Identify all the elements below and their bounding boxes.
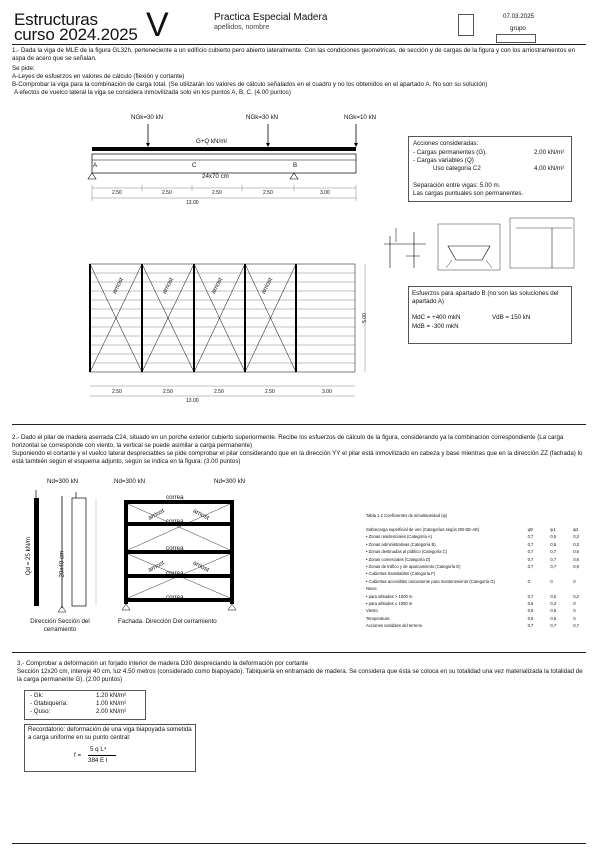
table-cell-value bbox=[550, 570, 573, 577]
table-row bbox=[366, 533, 596, 540]
wind-load-label: Qd = 25 kN/m bbox=[25, 536, 33, 576]
q1-intro: 1.- Dada la viga de MLE de la figura GL32h, perteneciente a un edificio cubierto pero abierto lateralmente. Con las condiciones geométricas, de sección y de cargas de la figura y con los arriostramientos en aspa de acero que se señalan. bbox=[12, 47, 576, 63]
group-label: grupo bbox=[510, 25, 526, 32]
table-cell-value: 0,7 bbox=[550, 549, 557, 555]
table-cell-label: Viento bbox=[366, 608, 378, 614]
table-cell-value bbox=[528, 570, 551, 577]
table-row bbox=[366, 607, 596, 614]
table-cell-value: 0,5 bbox=[550, 615, 557, 621]
q1-lateral: A efectos de vuelco lateral la viga se considera inmovilizada solo en los puntos A, B, C. (4.00 puntos) bbox=[14, 89, 291, 96]
load-use-label: - Quso: bbox=[30, 708, 51, 715]
table-cell-value: 0,7 bbox=[550, 564, 557, 570]
table-cell-value: 0,7 bbox=[550, 556, 557, 562]
actions-title: Acciones consideradas: bbox=[413, 140, 479, 147]
table-cell-value: ψ0 bbox=[527, 527, 533, 532]
table-row bbox=[366, 600, 596, 607]
table-cell-label: • Zonas residenciales (Categoría A) bbox=[366, 534, 432, 540]
q1-part-b: B-Comprobar la viga para la combinación de carga total. (Se utilizarán los valores de cálculo señalados en el cuadro y no los obtenidos en el apartado A. No son su solución) bbox=[12, 81, 488, 88]
table-cell-value: 0,7 bbox=[527, 564, 534, 570]
table-row bbox=[366, 615, 596, 622]
q2-intro: 2.- Dado el pilar de madera aserrada C24, situado en un porche exterior cubierto superiormente. Recibe los esfuerzos de cálculo de la figura, considerando ya la combinación correspondiente (La carga horizontal se corresponde con viento, la vertical se puede asimilar a carga permanente) bbox=[12, 434, 564, 450]
table-row bbox=[366, 585, 596, 592]
distributed-load-bar bbox=[92, 147, 356, 151]
table-cell-value: 0,7 bbox=[527, 623, 534, 629]
table-cell-label: Nieve bbox=[366, 586, 377, 592]
column-brace-2: arriost bbox=[191, 507, 211, 522]
table-cell-value: 0,7 bbox=[527, 534, 534, 540]
q1-se-pide: Se pide: bbox=[12, 65, 35, 72]
table-cell-value bbox=[550, 585, 573, 592]
table-cell-value: 0,2 bbox=[550, 601, 557, 607]
shear-b-value: VdB = 150 kN bbox=[492, 314, 531, 321]
table-cell-value: 0,5 bbox=[550, 593, 557, 599]
load-label-1: NGk=30 kN bbox=[131, 114, 164, 121]
plan-dim-2: 2.50 bbox=[163, 389, 173, 395]
table-cell-value: 0 bbox=[573, 608, 576, 614]
group-field[interactable] bbox=[496, 34, 536, 43]
column-load-2: Nd=300 kN bbox=[114, 478, 146, 485]
q3-details: Sección 12x20 cm, intereje 40 cm, luz 4.50 metros (considerado como biapoyado). Tabiquería en entramado de madera. Se considera que ésta se coloca en su totalidad una vez materializada la totalidad de la carga permanente G). (2.00 puntos) bbox=[17, 668, 583, 684]
dim-span-4: 2.50 bbox=[263, 190, 273, 196]
course-title: Estructuras bbox=[14, 10, 98, 29]
dist-load-label: G+Q kN/ml bbox=[196, 138, 227, 145]
formula-fraction-bar bbox=[88, 755, 116, 756]
column-diagram bbox=[20, 486, 260, 618]
moment-c-value: MdC = +400 mkN bbox=[412, 314, 461, 321]
dim-span-3: 2.50 bbox=[212, 190, 222, 196]
table-cell-value: 0,6 bbox=[527, 608, 534, 614]
q1-part-a: A-Leyes de esfuerzos en valores de cálculo (flexión y cortante) bbox=[12, 73, 185, 80]
column-brace-3: arriost bbox=[147, 559, 166, 574]
table-cell-value: 0 bbox=[573, 601, 576, 607]
table-cell-value: ψ1 bbox=[550, 527, 556, 532]
plan-dim-4: 2.50 bbox=[265, 389, 275, 395]
table-cell-value: 0,7 bbox=[527, 593, 534, 599]
load-partition-value: 1.00 kN/m² bbox=[96, 700, 127, 707]
table-row bbox=[366, 548, 596, 555]
purlin-label-2: correa bbox=[166, 518, 184, 525]
grade-box bbox=[458, 14, 474, 36]
exam-title: Practica Especial Madera bbox=[214, 12, 328, 23]
table-row bbox=[366, 541, 596, 548]
table-row bbox=[366, 593, 596, 600]
use-category-label: Uso categoria C2 bbox=[433, 165, 481, 172]
brace-label-3: arriost bbox=[209, 276, 225, 296]
purlin-label-1: correa bbox=[166, 494, 184, 501]
q2-divider bbox=[12, 652, 586, 653]
table-cell-label: • Zonas administrativas (Categoría B) bbox=[366, 541, 436, 547]
formula-denominator: 384 E I bbox=[88, 757, 108, 764]
brace-label-2: arriost bbox=[160, 276, 176, 296]
load-gk-label: - Gk: bbox=[30, 692, 44, 699]
var-load-label: - Cargas variables (Q) bbox=[413, 157, 474, 164]
column-brace-4: arriost bbox=[191, 559, 211, 574]
table-cell-label: • Zonas comerciales (Categoría D) bbox=[366, 556, 431, 562]
plan-dim-3: 2.50 bbox=[214, 389, 224, 395]
point-c-label: C bbox=[192, 162, 197, 169]
table-row bbox=[366, 622, 596, 629]
plan-dim-height: 5.00 bbox=[361, 313, 368, 323]
table-cell-label: Acciones variables del terreno bbox=[366, 623, 423, 629]
support-b-icon bbox=[290, 173, 298, 179]
footer-divider bbox=[12, 843, 586, 844]
brace-label-1: arriost bbox=[110, 276, 126, 296]
load-partition-label: - Gtabiquería: bbox=[30, 700, 68, 707]
column-section-label: 20x40 cm bbox=[58, 550, 66, 578]
dim-span-5: 3.00 bbox=[320, 190, 330, 196]
caption-section: Dirección Sección del cerramiento bbox=[30, 618, 90, 634]
plan-dim-5: 3.00 bbox=[322, 389, 332, 395]
purlin-label-4: correa bbox=[166, 570, 184, 577]
load-label-2: NGk=30 kN bbox=[246, 114, 279, 121]
efforts-title: Esfuerzos para apartado B (no son las soluciones del apartado A) bbox=[412, 290, 559, 306]
psi-table-title: Tabla 1.2 Coeficientes de simultaneidad (ψ) bbox=[366, 513, 447, 518]
table-cell-value: 0 bbox=[550, 578, 553, 584]
dim-total: 13.00 bbox=[186, 200, 199, 206]
table-cell-value: ψ2 bbox=[573, 527, 579, 532]
dim-span-1: 2.50 bbox=[112, 190, 122, 196]
table-cell-value: 0,6 bbox=[527, 615, 534, 621]
table-cell-value: 0,6 bbox=[573, 549, 580, 555]
purlin-label-5: correa bbox=[166, 594, 184, 601]
table-cell-value bbox=[528, 585, 551, 592]
plan-dim-1: 2.50 bbox=[112, 389, 122, 395]
table-cell-value: 0,7 bbox=[573, 623, 580, 629]
column-brace-1: arriost bbox=[147, 507, 166, 522]
table-cell-value: 0 bbox=[573, 615, 576, 621]
table-cell-value: 0,7 bbox=[527, 541, 534, 547]
table-cell-value: 0,2 bbox=[573, 593, 580, 599]
point-b-label: B bbox=[293, 162, 298, 169]
point-load-note: Las cargas puntuales son permanentes. bbox=[413, 190, 524, 197]
table-row bbox=[366, 570, 596, 577]
course-year: curso 2024.2025 bbox=[14, 25, 138, 44]
table-cell-label: • Zonas de tráfico y de aparcamiento (Categoría E) bbox=[366, 564, 461, 570]
perm-load-label: - Cargas permanentes (G). bbox=[413, 149, 487, 156]
table-cell-value: 0,5 bbox=[550, 541, 557, 547]
table-cell-label: Temperatura bbox=[366, 615, 390, 621]
table-cell-label: • Zonas destinadas al público (Categoría C) bbox=[366, 549, 448, 555]
column-load-1: Nd=300 kN bbox=[47, 478, 79, 485]
table-cell-value: 0,6 bbox=[573, 564, 580, 570]
detail-sketches bbox=[376, 216, 586, 278]
table-cell-value: 0,7 bbox=[550, 623, 557, 629]
table-cell-value: 0 bbox=[527, 578, 530, 584]
q3-intro: 3.- Comprobar a deformación un forjado interior de madera D30 despreciando la deformación por cortante bbox=[17, 660, 308, 667]
q1-divider bbox=[12, 424, 586, 425]
table-cell-value: 0,7 bbox=[527, 556, 534, 562]
plan-dim-total: 13.00 bbox=[186, 398, 199, 404]
table-cell-value: 0,5 bbox=[550, 534, 557, 540]
table-cell-label: • para altitudes ≤ 1000 m bbox=[366, 601, 413, 607]
load-gk-value: 1.20 kN/m² bbox=[96, 692, 127, 699]
version-letter: V bbox=[146, 6, 169, 44]
table-cell-value: 0,6 bbox=[573, 556, 580, 562]
brace-label-4: arriost bbox=[259, 276, 275, 296]
table-cell-value bbox=[573, 585, 596, 592]
table-cell-label: • Cubiertas transitables (Categoría F) bbox=[366, 571, 436, 577]
point-a-label: A bbox=[93, 162, 98, 169]
table-cell-value: 0,5 bbox=[550, 608, 557, 614]
caption-facade: Fachada. Dirección Del cerramiento bbox=[118, 618, 217, 625]
support-a-icon bbox=[88, 173, 96, 179]
perm-load-value: 2.00 kN/m² bbox=[534, 149, 565, 156]
table-cell-label: • para altitudes > 1000 m bbox=[366, 593, 413, 599]
q2-support: Suponiendo el cortante y el vuelco lateral despreciables se pide comprobar el pilar considerando que en la dirección YY el pilar está inmovilizado en cabeza y base mientras que en la dirección ZZ (fachada) lo está también según el esquema adjunto, según se indica en la figura: (3.00 puntos) bbox=[12, 450, 583, 466]
table-row bbox=[366, 526, 596, 533]
student-name-field[interactable]: apellidos, nombre bbox=[214, 24, 270, 31]
table-cell-value: 0,5 bbox=[527, 601, 534, 607]
load-label-3: NGk=10 kN bbox=[344, 114, 377, 121]
table-cell-value bbox=[573, 570, 596, 577]
header-divider bbox=[12, 44, 586, 45]
moment-b-value: MdB = -300 mkN bbox=[412, 323, 459, 330]
table-cell-label: Sobrecarga superficial de uso (Categorías según DB-SE-AE) bbox=[366, 527, 480, 532]
exam-date: 07.03.2025 bbox=[503, 13, 534, 20]
formula-numerator: 5 q L⁴ bbox=[90, 746, 107, 753]
table-row bbox=[366, 563, 596, 570]
formula-lhs: f = bbox=[74, 752, 82, 759]
table-row bbox=[366, 578, 596, 585]
psi-table bbox=[366, 526, 596, 630]
table-cell-value: 0,3 bbox=[573, 541, 580, 547]
beam-body bbox=[92, 154, 356, 173]
table-cell-value: 0,7 bbox=[527, 549, 534, 555]
table-cell-value: 0,3 bbox=[573, 534, 580, 540]
use-category-value: 4.00 kN/m² bbox=[534, 165, 565, 172]
table-row bbox=[366, 556, 596, 563]
table-cell-value: 0 bbox=[573, 578, 576, 584]
beam-section-label: 24x70 cm bbox=[202, 173, 229, 180]
column-load-3: Nd=300 kN bbox=[214, 478, 246, 485]
dim-span-2: 2.50 bbox=[162, 190, 172, 196]
load-use-value: 2.00 kN/m² bbox=[96, 708, 127, 715]
formula-reminder: Recordatorio: deformación de una viga biapoyada sometida a carga uniforme en su punto central: bbox=[28, 726, 192, 742]
table-cell-label: • Cubiertas accesibles únicamente para mantenimiento (Categoría G) bbox=[366, 578, 496, 584]
beam-spacing: Separación entre vigas: 5.00 m. bbox=[413, 182, 501, 189]
purlin-label-3: correa bbox=[166, 545, 184, 552]
